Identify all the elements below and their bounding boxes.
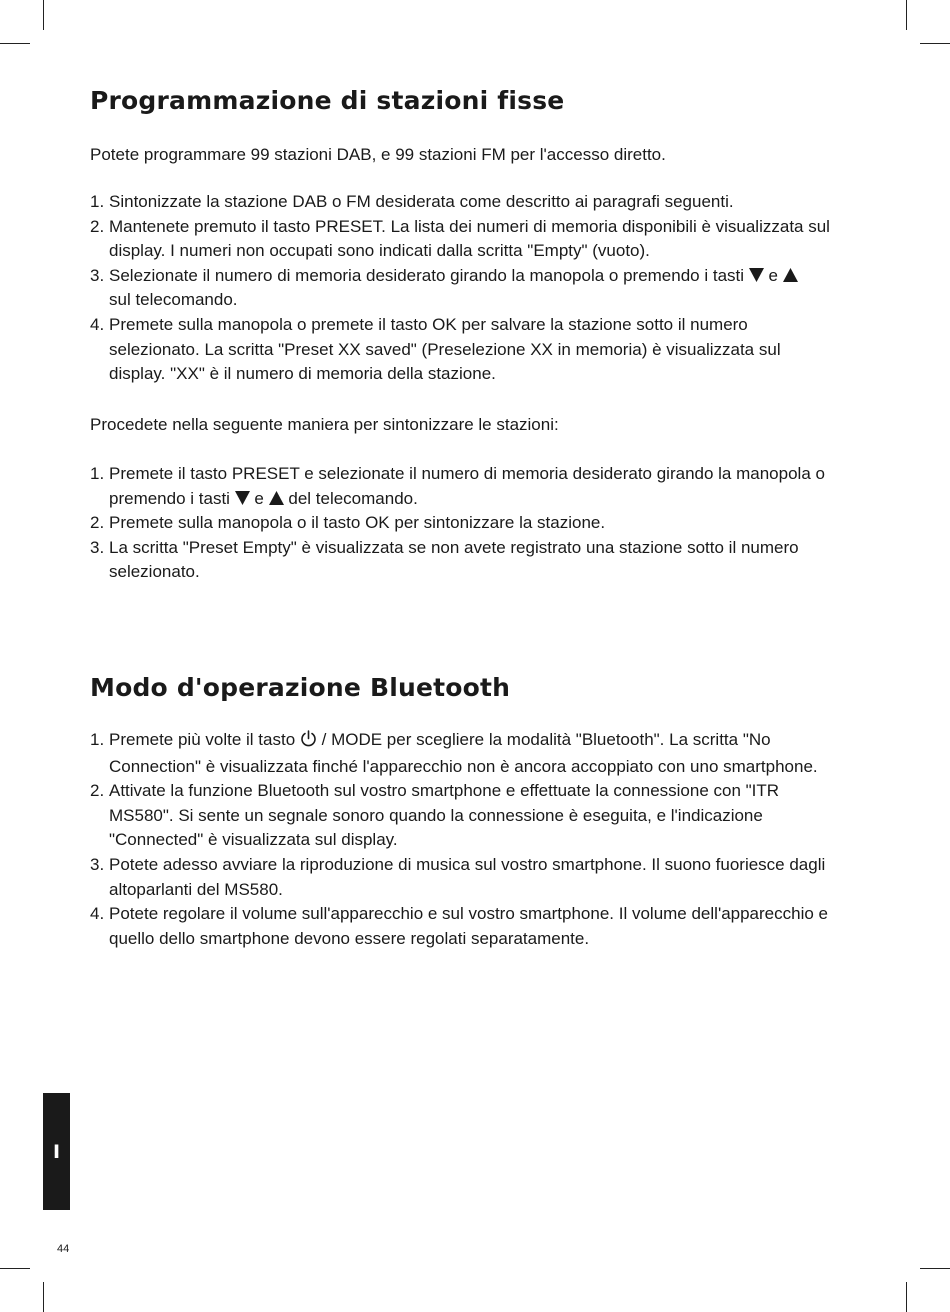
tuning-intro: Procedete nella seguente maniera per sintonizzare le stazioni: <box>90 415 559 434</box>
list-item <box>90 728 880 779</box>
step-text: Sintonizzate la stazione DAB o FM desiderata come descritto ai paragrafi seguenti. <box>109 192 734 211</box>
step-text: Premete sulla manopola o premete il tasto OK per salvare la stazione sotto il numero <box>109 314 748 334</box>
triangle-down-icon <box>235 491 250 505</box>
step-text: Mantenete premuto il tasto PRESET. La lista dei numeri di memoria disponibili è visualizzata sul <box>109 216 830 236</box>
step-text: MS580". Si sente un segnale sonoro quando la connessione è eseguita, e l'indicazione <box>109 805 763 825</box>
step-text: e <box>768 265 778 285</box>
section-title-bluetooth: Modo d'operazione Bluetooth <box>90 673 511 702</box>
step-text: Potete adesso avviare la riproduzione di musica sul vostro smartphone. Il suono fuoriesce dagli <box>109 854 826 874</box>
list-item <box>90 511 880 536</box>
list-item <box>90 902 880 951</box>
step-number: 4. <box>90 904 105 924</box>
step-number: 3. <box>90 854 105 874</box>
crop-mark-bottom-right-horizontal <box>920 1268 950 1269</box>
step-text: display. "XX" è il numero di memoria della stazione. <box>109 364 496 384</box>
language-tab-label: I <box>52 1140 61 1163</box>
preset-steps-list <box>90 190 880 387</box>
step-text: e <box>254 488 264 508</box>
step-number: 3. <box>90 537 105 557</box>
list-item <box>90 215 880 264</box>
list-item <box>90 779 880 853</box>
step-text: sul telecomando. <box>109 290 238 310</box>
step-text: Premete il tasto PRESET e selezionate il numero di memoria desiderato girando la manopola o <box>109 464 825 483</box>
step-number: 2. <box>90 513 105 533</box>
step-text: / MODE per scegliere la modalità "Bluetooth". La scritta "No <box>321 730 771 749</box>
crop-mark-bottom-left-horizontal <box>0 1268 30 1269</box>
step-text: La scritta "Preset Empty" è visualizzata se non avete registrato una stazione sotto il numero <box>109 537 799 557</box>
step-text: altoparlanti del MS580. <box>109 879 283 899</box>
section-title-preset: Programmazione di stazioni fisse <box>90 86 565 115</box>
triangle-up-icon <box>269 491 284 505</box>
crop-mark-top-right-vertical <box>906 0 907 30</box>
power-icon <box>300 730 317 755</box>
crop-mark-top-right-horizontal <box>920 43 950 44</box>
list-item <box>90 313 880 387</box>
preset-intro: Potete programmare 99 stazioni DAB, e 99 stazioni FM per l'accesso diretto. <box>90 145 666 164</box>
crop-mark-top-left-horizontal <box>0 43 30 44</box>
step-text: quello dello smartphone devono essere regolati separatamente. <box>109 928 590 948</box>
crop-mark-bottom-left-vertical <box>43 1282 44 1312</box>
step-text: "Connected" è visualizzata sul display. <box>109 830 398 850</box>
bluetooth-steps-list <box>90 728 880 951</box>
step-number: 1. <box>90 192 105 211</box>
list-item <box>90 853 880 902</box>
step-text: display. I numeri non occupati sono indicati dalla scritta "Empty" (vuoto). <box>109 241 650 261</box>
list-item <box>90 264 880 313</box>
step-text: del telecomando. <box>288 488 418 508</box>
triangle-up-icon <box>783 268 798 282</box>
step-text: premendo i tasti <box>109 488 230 508</box>
list-item <box>90 190 880 215</box>
step-number: 3. <box>90 265 105 285</box>
page-number: 44 <box>57 1243 70 1255</box>
triangle-down-icon <box>749 268 764 282</box>
step-text: selezionato. <box>109 562 200 582</box>
tuning-steps-list <box>90 462 880 585</box>
step-text: Potete regolare il volume sull'apparecchio e sul vostro smartphone. Il volume dell'apparecchio e <box>109 904 828 924</box>
step-number: 2. <box>90 216 105 236</box>
step-number: 4. <box>90 314 105 334</box>
step-text: Selezionate il numero di memoria desiderato girando la manopola o premendo i tasti <box>109 265 745 285</box>
step-number: 1. <box>90 464 105 483</box>
crop-mark-top-left-vertical <box>43 0 44 30</box>
step-text: selezionato. La scritta "Preset XX saved" (Preselezione XX in memoria) è visualizzata sul <box>109 339 781 359</box>
step-text: Attivate la funzione Bluetooth sul vostro smartphone e effettuate la connessione con "ITR <box>109 781 780 801</box>
step-number: 1. <box>90 730 105 749</box>
step-text: Premete sulla manopola o il tasto OK per sintonizzare la stazione. <box>109 513 606 533</box>
list-item <box>90 462 880 511</box>
step-text: Connection" è visualizzata finché l'apparecchio non è ancora accoppiato con uno smartphone. <box>109 756 818 776</box>
list-item <box>90 536 880 585</box>
language-tab <box>43 1093 70 1210</box>
crop-mark-bottom-right-vertical <box>906 1282 907 1312</box>
step-text: Premete più volte il tasto <box>109 730 296 749</box>
step-number: 2. <box>90 781 105 801</box>
